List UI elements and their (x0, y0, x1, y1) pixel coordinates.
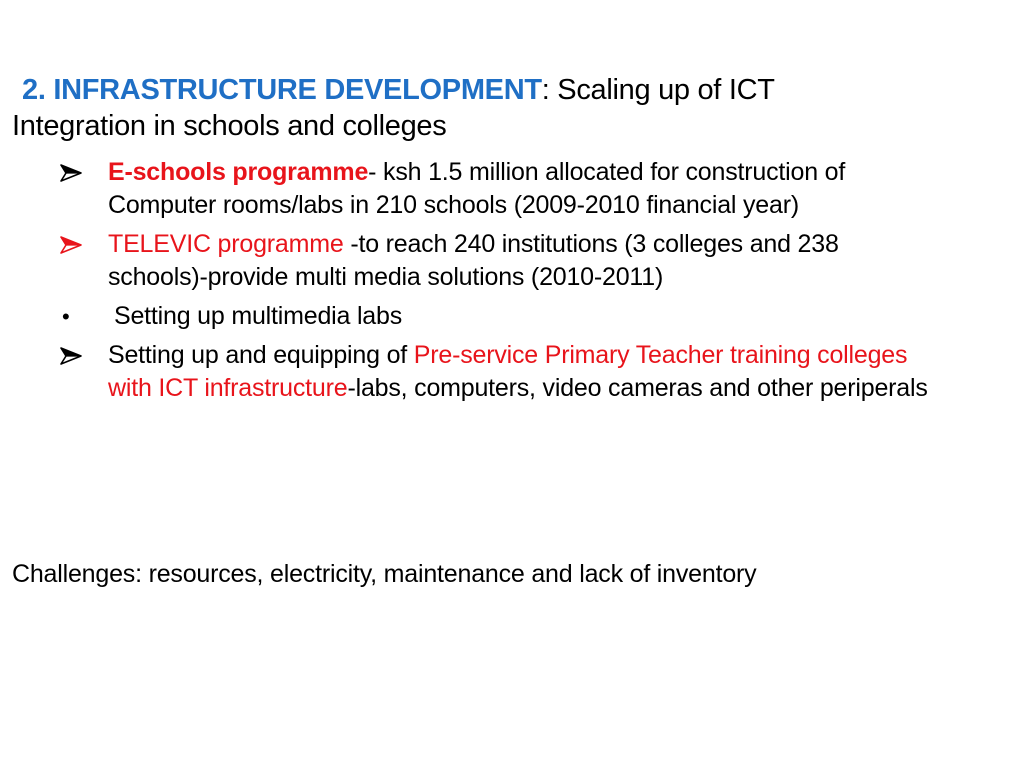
slide-heading (12, 72, 992, 144)
arrow-check-bullet-icon (60, 156, 90, 189)
item-text: Setting up multimedia labs (114, 302, 403, 330)
challenges-text: Challenges: resources, electricity, maintenance and lack of inventory (12, 560, 757, 588)
list-item-e-schools (60, 156, 940, 222)
heading-line-1 (12, 72, 992, 108)
bullet-list (60, 156, 940, 411)
heading-highlight: 2. INFRASTRUCTURE DEVELOPMENT (22, 74, 542, 106)
item-prefix: Setting up and equipping of (108, 341, 414, 369)
heading-line-2: Integration in schools and colleges (12, 110, 447, 142)
item-highlight: TELEVIC programme (108, 230, 344, 258)
item-highlight: E-schools programme (108, 158, 369, 186)
item-text: - ksh 1.5 million allocated for construction of Computer rooms/labs in 210 schools (2009-2010 financial year) (108, 158, 846, 219)
arrow-check-bullet-icon (60, 228, 90, 261)
item-text: -to reach 240 institutions (3 colleges and 238 schools)-provide multi media solutions (2010-2011) (108, 230, 839, 291)
dot-bullet-icon: • (62, 304, 70, 329)
list-item-televic (60, 228, 940, 294)
arrow-check-bullet-icon (60, 339, 90, 372)
heading-subtitle-part1: : Scaling up of ICT (541, 74, 775, 106)
list-item-multimedia-labs (60, 300, 940, 333)
list-item-teacher-colleges (60, 339, 940, 405)
item-text: -labs, computers, video cameras and other periperals (347, 374, 928, 402)
item-highlight: Pre-service Primary Teacher training colleges with ICT infrastructure (108, 341, 908, 402)
